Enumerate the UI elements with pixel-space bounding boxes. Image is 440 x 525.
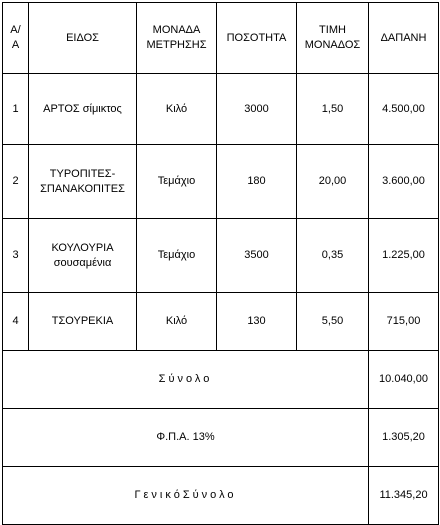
subtotal-row	[3, 351, 439, 409]
row-item	[29, 145, 137, 219]
vat-label: Φ.Π.Α. 13%	[3, 409, 369, 467]
row-cost: 715,00	[369, 293, 439, 351]
cost-table	[2, 2, 439, 525]
header-item: ΕΙΔΟΣ	[29, 3, 137, 74]
header-unit-line1: ΜΟΝΑΔΑ	[152, 24, 201, 36]
header-cost: ΔΑΠΑΝΗ	[369, 3, 439, 74]
row-cost: 3.600,00	[369, 145, 439, 219]
header-quantity: ΠΟΣΟΤΗΤΑ	[217, 3, 297, 74]
table-row	[3, 74, 439, 145]
row-item-line1: ΤΣΟΥΡΕΚΙΑ	[51, 315, 114, 327]
header-price-line1: ΤΙΜΗ	[319, 24, 346, 36]
row-item-line2: ΣΠΑΝΑΚΟΠΙΤΕΣ	[40, 182, 125, 195]
header-aa-line1: Α/	[10, 24, 21, 36]
row-aa: 2	[3, 145, 29, 219]
row-item	[29, 219, 137, 293]
header-unit-line2: ΜΕΤΡΗΣΗΣ	[146, 39, 207, 51]
row-price: 1,50	[297, 74, 369, 145]
row-price: 5,50	[297, 293, 369, 351]
vat-row	[3, 409, 439, 467]
header-aa-line2: Α	[11, 39, 20, 51]
header-row	[3, 3, 439, 74]
row-price: 0,35	[297, 219, 369, 293]
table-row	[3, 219, 439, 293]
row-aa: 3	[3, 219, 29, 293]
header-unit	[137, 3, 217, 74]
header-aa	[3, 3, 29, 74]
row-cost: 1.225,00	[369, 219, 439, 293]
row-price: 20,00	[297, 145, 369, 219]
row-item-line1: ΤΥΡΟΠΙΤΕΣ-	[49, 167, 116, 180]
table-row	[3, 293, 439, 351]
row-cost: 4.500,00	[369, 74, 439, 145]
table-row	[3, 145, 439, 219]
grand-total-value: 11.345,20	[369, 467, 439, 525]
header-price-line2: ΜΟΝΑΔΟΣ	[304, 39, 361, 51]
row-unit: Τεμάχιο	[137, 145, 217, 219]
row-item-line1: ΑΡΤΟΣ σίμικτος	[43, 102, 122, 115]
row-quantity: 180	[217, 145, 297, 219]
row-aa: 4	[3, 293, 29, 351]
subtotal-value: 10.040,00	[369, 351, 439, 409]
row-item-line1: ΚΟΥΛΟΥΡΙΑ	[51, 241, 114, 254]
vat-value: 1.305,20	[369, 409, 439, 467]
subtotal-label: Σύνολο	[3, 351, 369, 409]
grand-total-row	[3, 467, 439, 525]
row-quantity: 3000	[217, 74, 297, 145]
row-quantity: 130	[217, 293, 297, 351]
row-item	[29, 293, 137, 351]
grand-total-label: ΓενικόΣύνολο	[3, 467, 369, 525]
row-quantity: 3500	[217, 219, 297, 293]
row-aa: 1	[3, 74, 29, 145]
row-unit: Κιλό	[137, 74, 217, 145]
row-unit: Κιλό	[137, 293, 217, 351]
row-item	[29, 74, 137, 145]
row-item-line2: σουσαμένια	[53, 256, 112, 269]
header-price	[297, 3, 369, 74]
row-unit: Τεμάχιο	[137, 219, 217, 293]
